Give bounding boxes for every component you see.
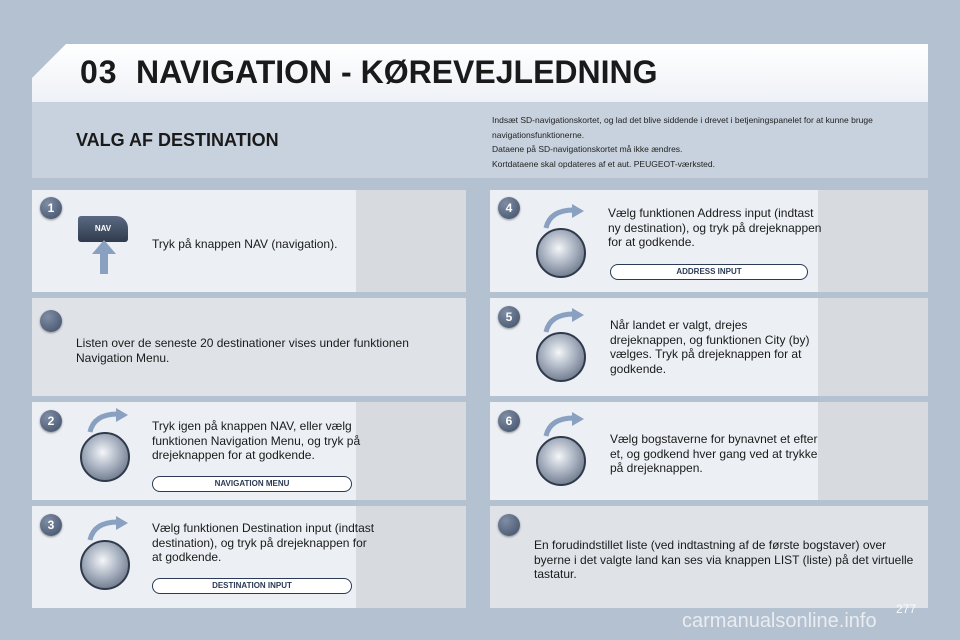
step-4-badge: 4 [498,197,520,219]
intro-text [492,113,922,171]
intro-line: Indsæt SD-navigationskortet, og lad det blive siddende i drevet i betjeningspanelet for at kunne bruge [492,115,873,125]
radio-panel-image [356,190,466,292]
destination-input-label: DESTINATION INPUT [152,578,352,594]
step-6-badge: 6 [498,410,520,432]
step-2-badge: 2 [40,410,62,432]
radio-panel-image [818,402,928,500]
rotate-arrow-icon [544,412,584,438]
lightbulb-icon [498,514,520,536]
rotary-knob-image [536,332,586,382]
nav-button-image: NAV [78,216,128,242]
intro-line: Dataene på SD-navigationskortet må ikke ændres. [492,144,683,154]
rotate-arrow-icon [544,308,584,334]
rotate-arrow-icon [544,204,584,230]
step-1-badge: 1 [40,197,62,219]
rotary-knob-image [80,540,130,590]
radio-panel-image [818,298,928,396]
rotary-knob-image [536,436,586,486]
step-6-text: Vælg bogstaverne for bynavnet et efter et, og godkend hver gang ved at trykke på drejeknappen. [610,432,818,475]
chapter-number: 03 [80,54,118,90]
section-title: VALG AF DESTINATION [76,130,279,150]
page-number: 277 [896,602,917,616]
rotate-arrow-icon [88,408,128,434]
rotate-arrow-icon [88,516,128,542]
step-1-text: Tryk på knappen NAV (navigation). [152,237,338,251]
tip-2-text: En forudindstillet liste (ved indtastning af de første bogstaver) over byerne i det valgte land kan ses via knappen LIST (liste) på det virtuelle tastatur. [534,538,914,581]
step-5-badge: 5 [498,306,520,328]
tip-1-text: Listen over de seneste 20 destinationer vises under funktionen Navigation Menu. [76,336,409,365]
rotary-knob-image [536,228,586,278]
step-2-text: Tryk igen på knappen NAV, eller vælg funktionen Navigation Menu, og tryk på drejeknappen for at godkende. [152,419,361,462]
step-5-text: Når landet er valgt, drejes drejeknappen, og funktionen City (by) vælges. Tryk på drejeknappen for at godkende. [610,318,810,376]
rotary-knob-image [80,432,130,482]
intro-line: Kortdataene skal opdateres af et aut. PEUGEOT-værksted. [492,158,716,169]
step-3-badge: 3 [40,514,62,536]
address-input-label: ADDRESS INPUT [610,264,808,280]
lightbulb-icon [40,310,62,332]
intro-line: navigationsfunktionerne. [492,129,585,140]
step-3-text: Vælg funktionen Destination input (indtast destination), og tryk på drejeknappen for at godkende. [152,521,375,564]
watermark: carmanualsonline.info [682,610,877,632]
radio-panel-image [818,190,928,292]
step-4-text: Vælg funktionen Address input (indtast ny destination), og tryk på drejeknappen for at godkende. [608,206,822,249]
press-arrow-icon [92,240,116,274]
navigation-menu-label: NAVIGATION MENU [152,476,352,492]
page-title: NAVIGATION - KØREVEJLEDNING [136,54,658,90]
